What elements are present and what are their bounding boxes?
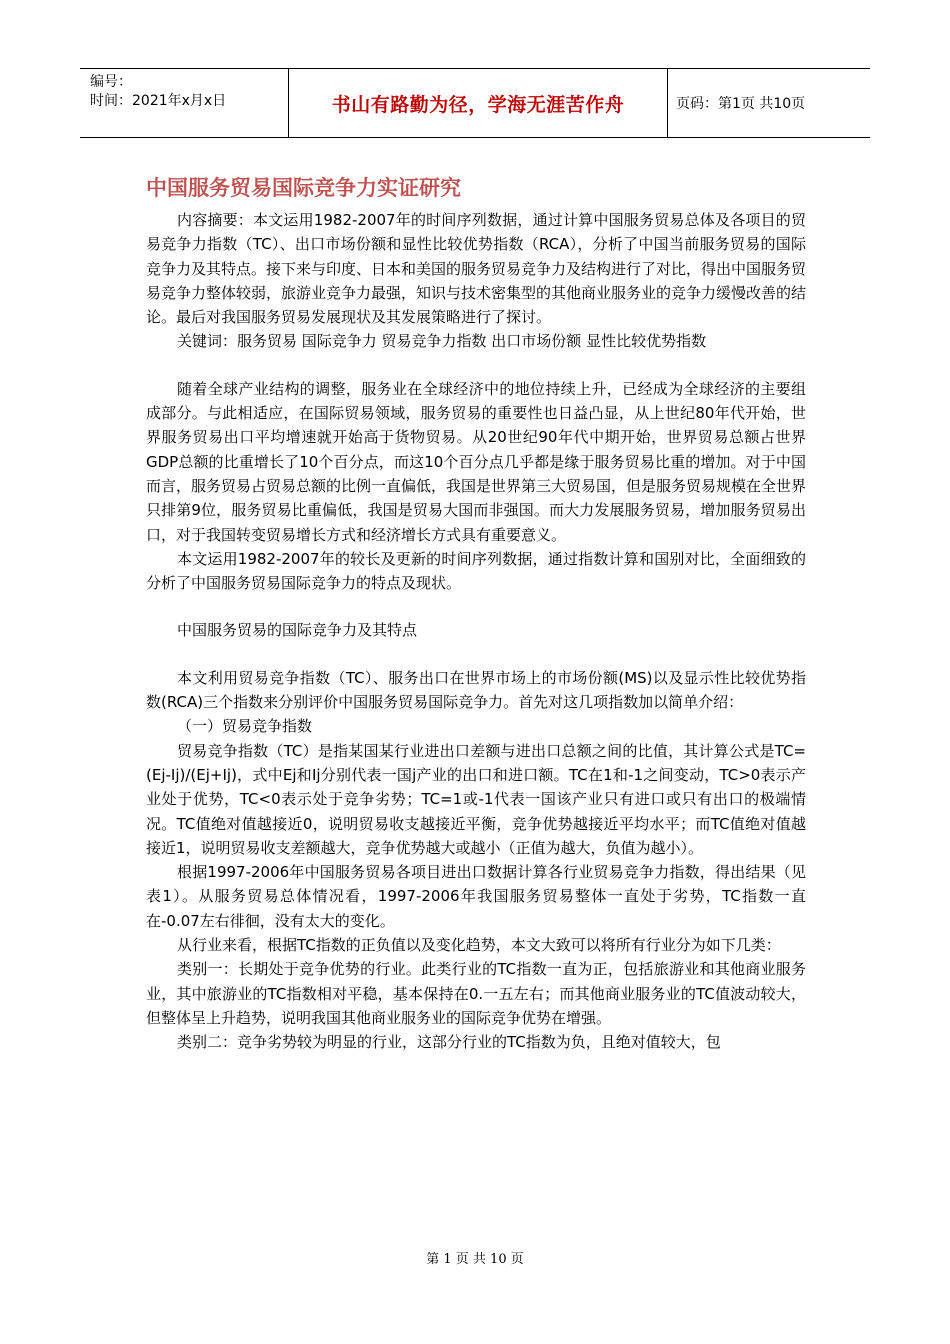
blank-line bbox=[146, 643, 806, 666]
intro-paragraph-1: 随着全球产业结构的调整，服务业在全球经济中的地位持续上升，已经成为全球经济的主要组成部分。与此相适应，在国际贸易领域，服务贸易的重要性也日益凸显，从上世纪80年代开始，世界服务贸易出口平均增速就开始高于货物贸易。从20世纪90年代中期开始，世界贸易总额占世界GDP总额的比重增长了10个百分点，而这10个百分点几乎都是缘于服务贸易比重的增加。对于中国而言，服务贸易占贸易总额的比例一直偏低，我国是世界第三大贸易国，但是服务贸易规模在全世界只排第9位，服务贸易比重偏低，我国是贸易大国而非强国。而大力发展服务贸易，增加服务贸易出口，对于我国转变贸易增长方式和经济增长方式具有重要意义。 bbox=[146, 379, 807, 544]
body-paragraph: 类别一：长期处于竞争优势的行业。此类行业的TC指数一直为正，包括旅游业和其他商业服务业，其中旅游业的TC指数相对平稳，基本保持在0.一五左右；而其他商业服务业的TC值波动较大，但整体呈上升趋势，说明我国其他商业服务业的国际竞争优势在增强。 bbox=[146, 960, 806, 1027]
body-paragraph: 类别二：竞争劣势较为明显的行业，这部分行业的TC指数为负，且绝对值较大，包 bbox=[177, 1033, 721, 1052]
document-title: 中国服务贸易国际竞争力实证研究 bbox=[146, 176, 461, 200]
subsection-heading: （一）贸易竞争指数 bbox=[177, 717, 313, 736]
keywords-paragraph: 关键词：服务贸易 国际竞争力 贸易竞争力指数 出口市场份额 显性比较优势指数 bbox=[177, 332, 707, 351]
page-footer: 第 1 页 共 10 页 bbox=[426, 1252, 524, 1267]
body-paragraph: 根据1997-2006年中国服务贸易各项目进出口数据计算各行业贸易竞争力指数，得出结果（见表1）。从服务贸易总体情况看，1997-2006年我国服务贸易整体一直处于劣势，TC指数一直在-0.07左右徘徊，没有太大的变化。 bbox=[146, 863, 806, 930]
intro-paragraph-2: 本文运用1982-2007年的较长及更新的时间序列数据，通过指数计算和国别对比，全面细致的分析了中国服务贸易国际竞争力的特点及现状。 bbox=[146, 549, 806, 593]
body-paragraph: 本文利用贸易竞争指数（TC）、服务出口在世界市场上的市场份额(MS)以及显示性比较优势指数(RCA)三个指数来分别评价中国服务贸易国际竞争力。首先对这几项指数加以简单介绍： bbox=[146, 668, 806, 712]
abstract-paragraph: 内容摘要：本文运用1982-2007年的时间序列数据，通过计算中国服务贸易总体及各项目的贸易竞争力指数（TC）、出口市场份额和显性比较优势指数（RCA），分析了中国当前服务贸易的国际竞争力及其特点。接下来与印度、日本和美国的服务贸易竞争力及结构进行了对比，得出中国服务贸易竞争力整体较弱，旅游业竞争力最强，知识与技术密集型的其他商业服务业的竞争力缓慢改善的结论。最后对我国服务贸易发展现状及其发展策略进行了探讨。 bbox=[146, 211, 807, 327]
header-date: 时间：2021年x月x日 bbox=[90, 93, 227, 109]
document-body bbox=[146, 208, 806, 1055]
body-paragraph: 贸易竞争指数（TC）是指某国某行业进出口差额与进出口总额之间的比值，其计算公式是TC=(Ej-Ij)/(Ej+Ij)，式中Ej和Ij分别代表一国j产业的出口和进口额。TC在1和-1之间变动，TC>0表示产业处于优势，TC<0表示处于竞争劣势；TC=1或-1代表一国该产业只有进口或只有出口的极端情况。TC值绝对值越接近0，说明贸易收支越接近平衡，竞争优势越接近平均水平；而TC值绝对值越接近1，说明贸易收支差额越大，竞争优势越大或越小（正值为越大，负值为越小）。 bbox=[146, 741, 806, 857]
header-page-info: 页码：第1页 共10页 bbox=[676, 96, 806, 112]
page-header bbox=[80, 68, 870, 138]
header-motto: 书山有路勤为径，学海无涯苦作舟 bbox=[289, 69, 668, 137]
header-meta bbox=[80, 69, 289, 137]
body-paragraph: 从行业来看，根据TC指数的正负值以及变化趋势，本文大致可以将所有行业分为如下几类： bbox=[177, 936, 781, 955]
section-heading: 中国服务贸易的国际竞争力及其特点 bbox=[177, 621, 418, 640]
header-code-label: 编号： bbox=[90, 74, 132, 90]
blank-line bbox=[146, 354, 806, 377]
blank-line bbox=[146, 595, 806, 618]
